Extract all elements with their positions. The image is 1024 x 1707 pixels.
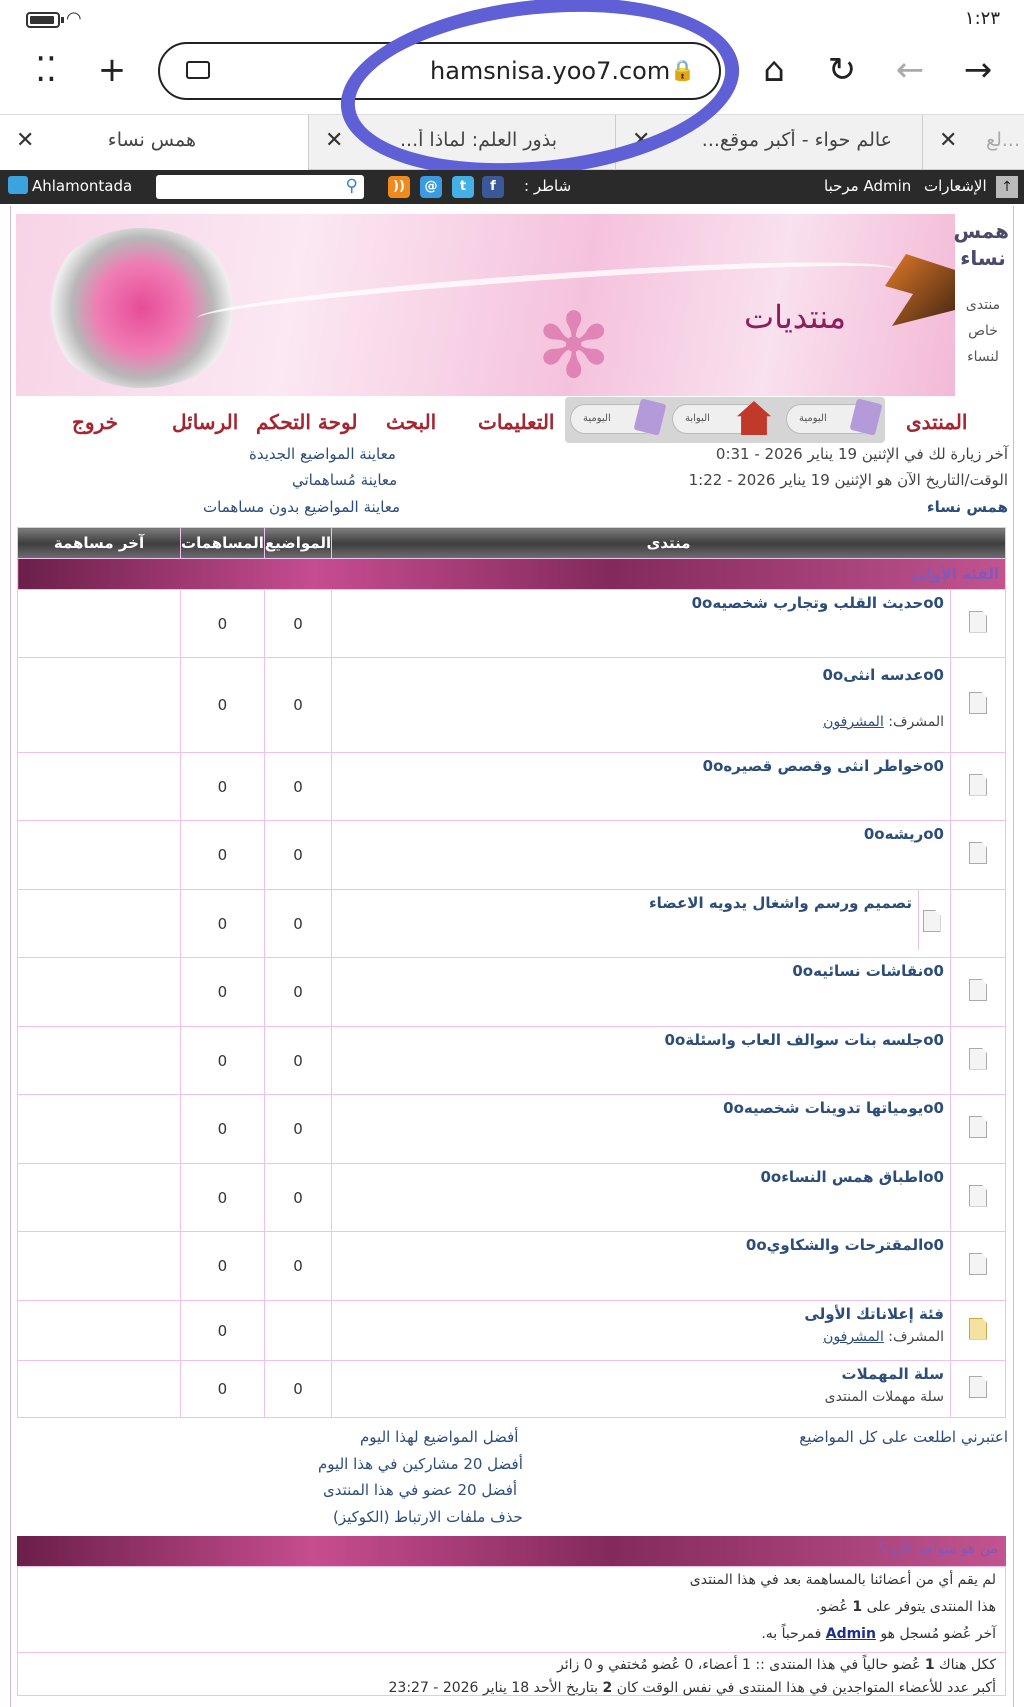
notifications-link[interactable]: الإشعارات [924,177,987,195]
table-row[interactable] [18,658,1006,753]
header-forum: منتدى [332,528,1006,559]
members-count: 1 [852,1599,863,1615]
welcome-text[interactable]: مرحبا Admin [824,177,912,195]
tab-title: ...لع [985,129,1020,151]
last-post-cell [18,1164,181,1232]
top-topics-today-link[interactable]: أفضل المواضيع لهذا اليوم [360,1428,519,1446]
last-post-cell [18,958,181,1027]
posts-count: 0 [181,821,265,890]
rss-icon[interactable]: )) [388,176,410,198]
forum-table [17,527,1006,1418]
table-row[interactable] [18,1301,1006,1361]
topics-count: 0 [264,1095,331,1164]
table-row[interactable] [18,590,1006,658]
last-post-cell [18,1095,181,1164]
record-count: 2 [602,1680,613,1696]
posts-count: 0 [181,1095,265,1164]
forum-link[interactable]: o0جلسه بنات سوالف العاب واسئلة0o [664,1031,944,1049]
nav-forum[interactable]: المنتدى [906,410,968,434]
forum-read-icon [951,1027,1006,1095]
site-title[interactable]: همس نساء [953,219,1009,270]
tab-other[interactable] [922,115,1024,171]
nav-messages[interactable]: الرسائل [172,410,239,434]
address-bar[interactable] [158,42,721,100]
leaf-decoration: ✻ [536,294,612,396]
moderators-link[interactable]: المشرفون [823,714,884,730]
who-online-link[interactable]: من هو متواجد الآن ؟ [878,1541,998,1557]
last-post-cell [18,821,181,890]
current-time-text: الوقت/التاريخ الآن هو الإثنين 19 يناير 2026 - 1:22 [688,471,1008,489]
topics-count: 0 [264,821,331,890]
breadcrumb[interactable]: همس نساء [926,498,1008,516]
last-post-cell [18,890,181,958]
topics-count: 0 [264,658,331,753]
forum-read-icon [951,1232,1006,1301]
close-tab-icon[interactable]: ✕ [325,128,344,153]
url-text[interactable]: hamsnisa.yoo7.com [430,57,671,85]
chat-icon [8,176,28,194]
tab-strip [0,114,1024,170]
flower-ring-image [42,228,242,388]
butterfly-image [885,254,955,334]
close-tab-icon[interactable]: ✕ [16,128,35,153]
forum-link[interactable]: o0نقاشات نسائيه0o [792,962,944,980]
lock-icon[interactable]: 🔒 [670,58,695,82]
site-description: منتدى خاص لنساء [965,297,1001,365]
mark-read-link[interactable]: اعتبرني اطلعت على كل المواضيع [799,1428,1008,1446]
my-posts-link[interactable]: معاينة مُساهماتي [292,471,398,489]
posts-count: 0 [181,1232,265,1301]
close-tab-icon[interactable]: ✕ [632,128,651,153]
top20-today-link[interactable]: أفضل 20 مشاركين في هذا اليوم [318,1455,523,1473]
forward-button[interactable]: → [963,50,993,90]
tab-switcher-icon[interactable] [186,61,210,79]
table-row[interactable] [18,1164,1006,1232]
tab-hamsnisa[interactable] [0,115,308,171]
last-post-cell [18,658,181,753]
moderator-line: المشرف: المشرفون [823,1329,944,1345]
topics-count: 0 [264,590,331,658]
no-posts-text: لم يقم أي من أعضائنا بالمساهمة بعد في هذا المنتدى [689,1572,996,1588]
last-post-cell [18,753,181,821]
moderator-line: المشرف: المشرفون [823,714,944,730]
twitter-icon[interactable]: t [452,176,474,198]
forum-read-icon [951,590,1006,658]
close-tab-icon[interactable]: ✕ [939,128,958,153]
members-count-line: هذا المنتدى يتوفر على 1 عُضو. [815,1599,996,1615]
forum-read-icon [951,753,1006,821]
brand-link[interactable]: Ahlamontada [8,176,132,195]
table-row[interactable] [18,1361,1006,1418]
table-row[interactable] [18,1095,1006,1164]
new-posts-link[interactable]: معاينة المواضيع الجديدة [249,445,396,463]
topics-count: 0 [264,1164,331,1232]
moderators-link[interactable]: المشرفون [823,1329,884,1345]
forum-link[interactable]: سلة المهملات [841,1365,944,1383]
forum-description: سلة مهملات المنتدى [824,1389,944,1405]
topics-count: 0 [264,1232,331,1301]
forum-link[interactable]: o0المقترحات والشكاوي0o [745,1236,944,1254]
topics-count: 0 [264,890,331,958]
header-last-post: آخر مساهمة [18,528,181,559]
table-row[interactable] [18,753,1006,821]
wifi-icon: ◠ [66,8,82,29]
table-row[interactable] [18,958,1006,1027]
tab-title: بذور العلم: لماذا أ... [399,129,557,151]
topics-count: 0 [264,1361,331,1418]
subforum-icon [918,890,944,950]
table-row[interactable] [18,890,1006,958]
forum-link[interactable]: فئة إعلاناتك الأولى [804,1305,944,1323]
category-row [18,559,1006,590]
posts-count: 0 [181,1027,265,1095]
tab-title: عالم حواء - أكبر موقع... [701,129,892,151]
last-post-cell [18,1027,181,1095]
status-bar [0,0,1024,40]
last-post-cell [18,590,181,658]
online-count: 1 [924,1657,935,1673]
last-post-cell [18,1301,181,1361]
header-topics: المواضيع [264,528,331,559]
email-icon[interactable]: @ [420,176,442,198]
forum-link[interactable]: o0عدسه انثى0o [822,666,944,684]
last-visit-text: آخر زيارة لك في الإثنين 19 يناير 2026 - 0:31 [715,445,1008,463]
online-now-line: ككل هناك 1 عُضو حالياً في هذا المنتدى :: 1 أعضاء، 0 عُضو مُختفي و 0 زائر [17,1652,1006,1673]
banner-logo: منتديات [744,298,847,336]
forum-read-icon [951,1095,1006,1164]
forum-link[interactable]: تصميم ورسم واشغال يدويه الاعضاء [648,894,912,912]
header-banner [16,214,955,396]
forum-category-icon [951,1301,1006,1361]
topics-count: 0 [264,753,331,821]
category-link[interactable]: الفئة الأولى [18,559,1006,590]
forum-link[interactable]: o0اطباق همس النساء0o [760,1168,944,1186]
nav-daily-pill-2[interactable]: اليومية [786,404,874,434]
nav-daily-pill[interactable]: اليومية [570,404,658,434]
forum-read-icon [951,821,1006,890]
topics-count: 0 [264,1027,331,1095]
table-header-row [18,528,1006,559]
forum-link[interactable]: o0يومياتها تدوينات شخصيه0o [723,1099,944,1117]
last-post-cell [18,1361,181,1418]
tab-hawaa[interactable] [615,115,922,171]
tab-science[interactable] [308,115,615,171]
forum-read-icon [951,658,1006,753]
menu-dots-icon[interactable]: ⁚⁚ [35,50,57,90]
search-icon[interactable]: ⚲ [345,176,358,196]
forum-read-icon [951,1361,1006,1418]
forum-read-icon [951,958,1006,1027]
table-row[interactable] [18,1232,1006,1301]
top20-forum-link[interactable]: أفضل 20 عضو في هذا المنتدى [323,1481,518,1499]
table-row[interactable] [18,821,1006,890]
nav-portal-pill[interactable]: البوابة [672,404,760,434]
posts-count: 0 [181,1164,265,1232]
back-button[interactable]: ← [895,50,925,90]
forum-read-icon [951,1164,1006,1232]
search-input[interactable] [156,175,364,199]
who-online-header [17,1536,1006,1566]
record-line: أكبر عدد للأعضاء المتواجدين في هذا المنتدى في نفس الوقت كان 2 بتاريخ الأحد 18 يناير 2026 - 23:27 [388,1680,996,1696]
forum-topbar [0,170,1024,204]
nav-faq[interactable]: التعليمات [478,410,555,434]
battery-icon [26,12,60,28]
reload-button[interactable]: ↻ [827,50,857,90]
posts-count: 0 [181,658,265,753]
new-tab-button[interactable]: + [97,50,127,90]
last-member-link[interactable]: Admin [825,1626,876,1642]
topics-count: 0 [264,958,331,1027]
delete-cookies-link[interactable]: حذف ملفات الارتباط (الكوكيز) [333,1508,523,1526]
home-button[interactable]: ⌂ [763,50,785,90]
posts-count: 0 [181,890,265,958]
posts-count: 0 [181,753,265,821]
header-posts: المساهمات [181,528,265,559]
posts-count: 0 [181,958,265,1027]
last-member-line: آخر عُضو مُسجل هو Admin فمرحباً به. [761,1626,996,1642]
tab-title: همس نساء [107,129,196,151]
forum-link[interactable]: o0حديث القلب وتجارب شخصيه0o [691,594,944,612]
nav-logout[interactable]: خروج [72,410,118,434]
unanswered-link[interactable]: معاينة المواضيع بدون مساهمات [203,498,401,516]
status-time: ١:٢٣ [964,8,1000,29]
forum-link[interactable]: o0ريشه0o [863,825,944,843]
last-post-cell [18,1232,181,1301]
scroll-up-icon[interactable]: ↑ [996,176,1018,198]
share-label: : شاطر [524,177,572,195]
nav-control-panel[interactable]: لوحة التحكم [256,410,358,434]
posts-count: 0 [181,1301,265,1361]
topics-count [264,1301,331,1361]
forum-link[interactable]: o0خواطر انثى وقصص قصيره0o [702,757,944,775]
table-row[interactable] [18,1027,1006,1095]
posts-count: 0 [181,590,265,658]
facebook-icon[interactable]: f [482,176,504,198]
posts-count: 0 [181,1361,265,1418]
nav-search[interactable]: البحث [386,410,437,434]
empty-icon-cell [951,890,1006,958]
